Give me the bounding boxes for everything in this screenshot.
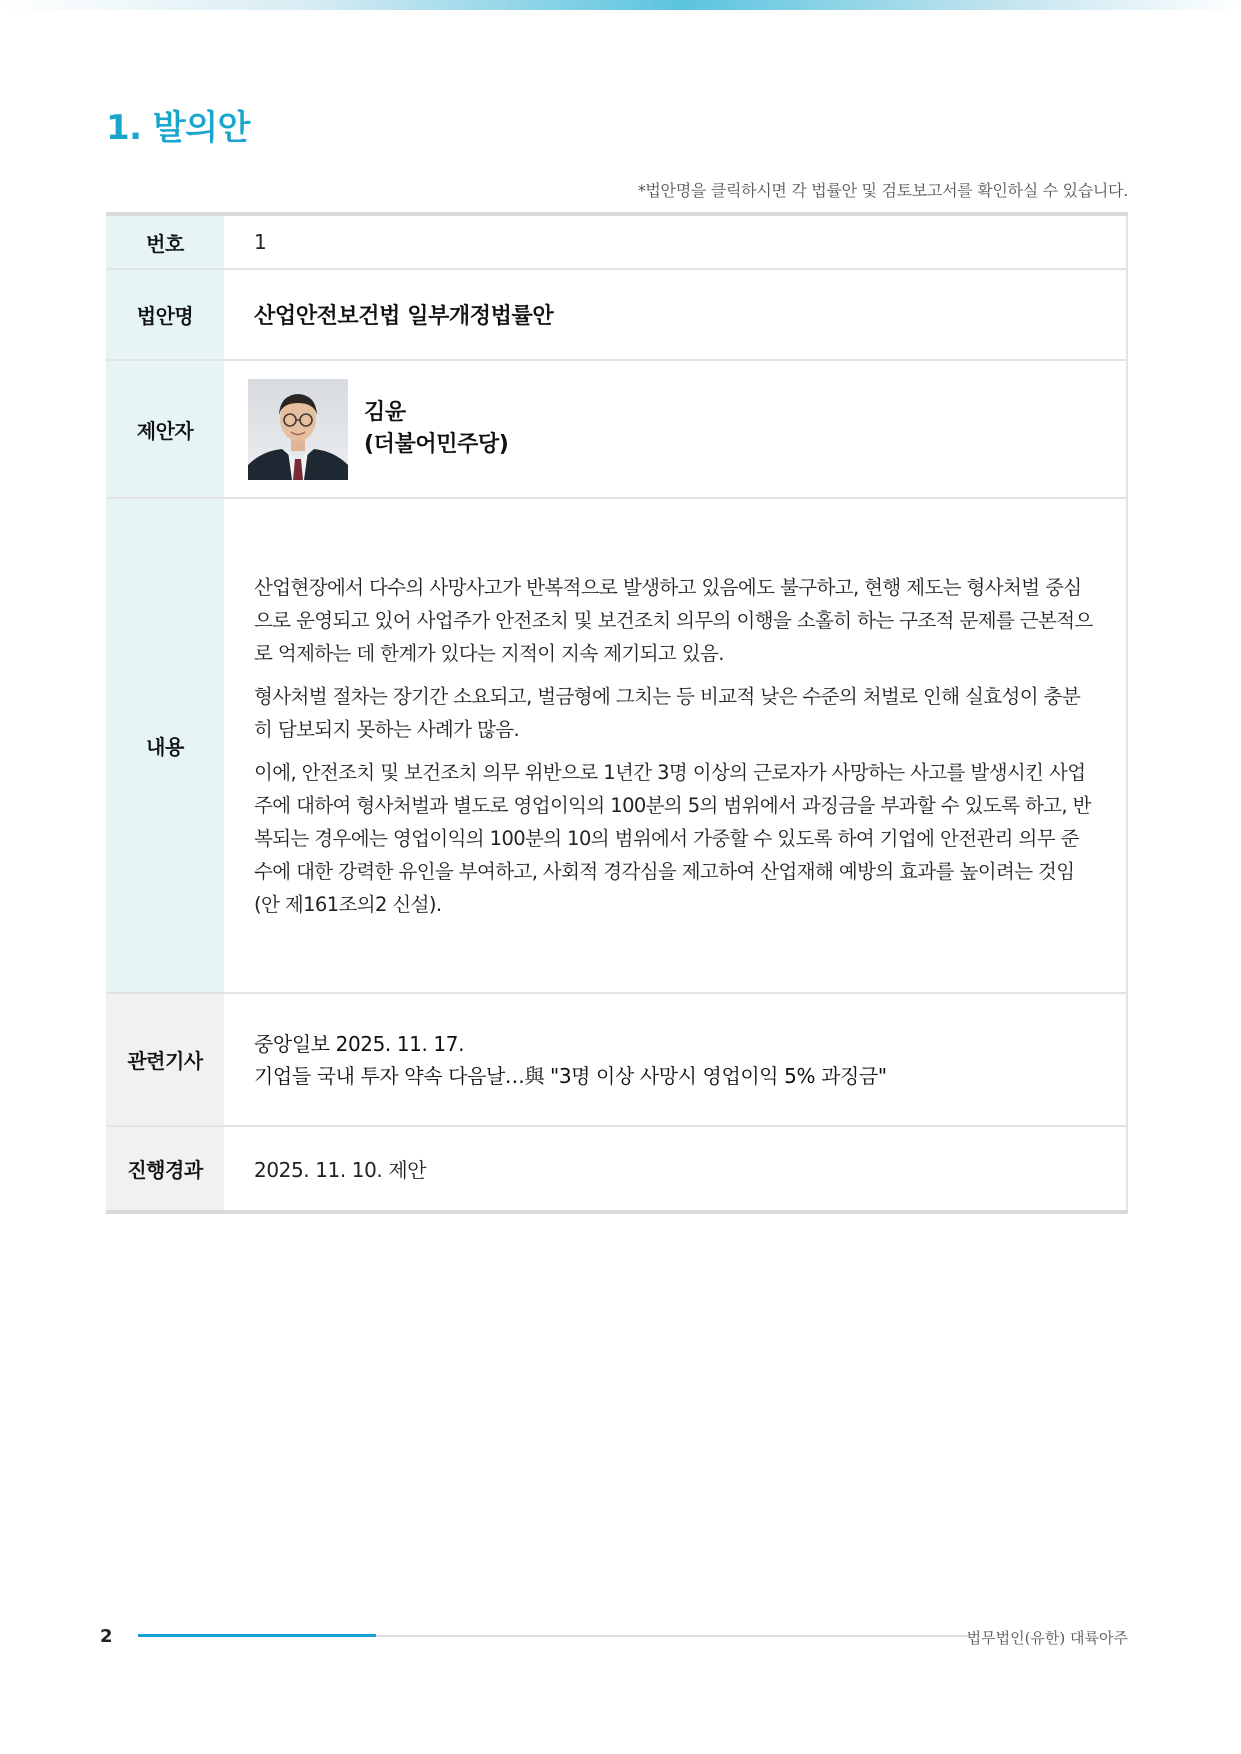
row-progress	[106, 1126, 1127, 1212]
content-cell	[224, 498, 1127, 993]
bill-name-label: 법안명	[106, 269, 224, 360]
news-source: 중앙일보 2025. 11. 17.	[254, 1031, 465, 1056]
proposer-info	[364, 397, 508, 461]
bill-name-link[interactable]: 산업안전보건법 일부개정법률안	[254, 304, 554, 329]
bill-table	[106, 212, 1128, 1214]
number-label: 번호	[106, 214, 224, 269]
number-value: 1	[224, 214, 1127, 269]
progress-label: 진행경과	[106, 1126, 224, 1212]
content-paragraph-2: 형사처벌 절차는 장기간 소요되고, 벌금형에 그치는 등 비교적 낮은 수준의 처벌로 인해 실효성이 충분히 담보되지 못하는 사례가 많음.	[254, 684, 1081, 741]
row-news	[106, 993, 1127, 1126]
row-proposer	[106, 360, 1127, 498]
bill-name-cell	[224, 269, 1127, 360]
row-bill-name	[106, 269, 1127, 360]
proposer-label: 제안자	[106, 360, 224, 498]
content-label: 내용	[106, 498, 224, 993]
section-title: 1. 발의안	[106, 108, 250, 148]
progress-value: 2025. 11. 10. 제안	[224, 1126, 1127, 1212]
page-number: 2	[100, 1626, 113, 1647]
news-cell	[224, 993, 1127, 1126]
row-content	[106, 498, 1127, 993]
news-label: 관련기사	[106, 993, 224, 1126]
proposer-cell	[224, 360, 1127, 498]
bill-link-note: *법안명을 클릭하시면 각 법률안 및 검토보고서를 확인하실 수 있습니다.	[637, 181, 1128, 200]
news-headline-link[interactable]: 기업들 국내 투자 약속 다음날…與 "3명 이상 사망시 영업이익 5% 과징금"	[254, 1063, 887, 1088]
content-paragraph-1: 산업현장에서 다수의 사망사고가 반복적으로 발생하고 있음에도 불구하고, 현행 제도는 형사처벌 중심으로 운영되고 있어 사업주가 안전조치 및 보건조치 의무의 이행을 소홀히 하는 구조적 문제를 근본적으로 억제하는 데 한계가 있다는 지적이 지속 제기되고 있음.	[254, 575, 1093, 665]
proposer-name: 김윤	[364, 400, 406, 425]
top-gradient-band	[0, 0, 1241, 10]
proposer-photo	[248, 379, 348, 480]
footer-progress-line	[138, 1634, 376, 1637]
content-paragraph-3: 이에, 안전조치 및 보건조치 의무 위반으로 1년간 3명 이상의 근로자가 사망하는 사고를 발생시킨 사업주에 대하여 형사처벌과 별도로 영업이익의 100분의 5의 범위에서 과징금을 부과할 수 있도록 하고, 반복되는 경우에는 영업이익의 100분의 10의 범위에서 가중할 수 있도록 하여 기업에 안전관리 의무 준수에 대한 강력한 유인을 부여하고, 사회적 경각심을 제고하여 산업재해 예방의 효과를 높이려는 것임(안 제161조의2 신설).	[254, 760, 1091, 916]
footer-firm-name: 법무법인(유한) 대륙아주	[966, 1629, 1128, 1647]
portrait-image	[248, 379, 348, 480]
row-number	[106, 214, 1127, 269]
proposer-party: (더불어민주당)	[364, 432, 509, 457]
proposer-wrap	[254, 379, 1096, 480]
